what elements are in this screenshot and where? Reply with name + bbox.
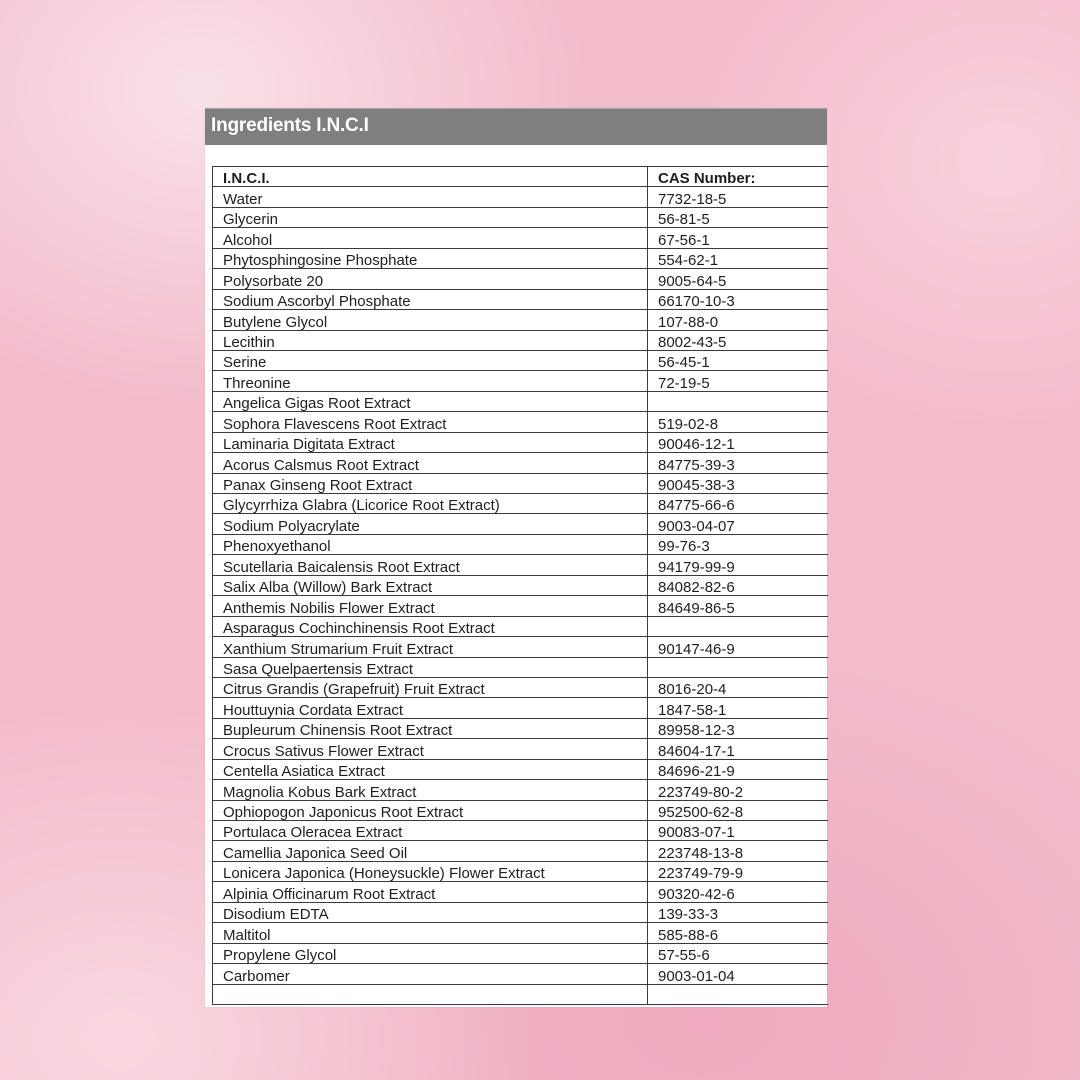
table-row — [213, 882, 828, 902]
table-row — [213, 739, 828, 759]
table-row — [213, 330, 828, 350]
table-row — [213, 596, 828, 616]
inci-name-cell: Lonicera Japonica (Honeysuckle) Flower Extract — [213, 861, 648, 881]
table-row — [213, 923, 828, 943]
ingredients-document — [205, 108, 827, 1007]
cas-number-cell: 94179-99-9 — [648, 555, 828, 575]
table-row — [213, 780, 828, 800]
table-row — [213, 310, 828, 330]
table-row — [213, 371, 828, 391]
inci-name-cell: Sodium Ascorbyl Phosphate — [213, 289, 648, 309]
table-row — [213, 637, 828, 657]
cas-number-cell: 56-81-5 — [648, 207, 828, 227]
inci-name-cell: Sophora Flavescens Root Extract — [213, 412, 648, 432]
table-row — [213, 677, 828, 697]
cas-number-cell: 84775-66-6 — [648, 494, 828, 514]
table-row — [213, 964, 828, 984]
inci-name-cell: Bupleurum Chinensis Root Extract — [213, 718, 648, 738]
inci-name-cell: Glycerin — [213, 207, 648, 227]
cas-number-cell: 9005-64-5 — [648, 269, 828, 289]
inci-name-cell: Polysorbate 20 — [213, 269, 648, 289]
cas-number-cell — [648, 984, 828, 1004]
inci-name-cell: Acorus Calsmus Root Extract — [213, 453, 648, 473]
table-row — [213, 269, 828, 289]
cas-number-cell: 90046-12-1 — [648, 432, 828, 452]
inci-name-cell: Serine — [213, 350, 648, 370]
table-row — [213, 821, 828, 841]
inci-name-cell: Phytosphingosine Phosphate — [213, 248, 648, 268]
cas-number-cell: 952500-62-8 — [648, 800, 828, 820]
table-row — [213, 718, 828, 738]
cas-number-cell: 8002-43-5 — [648, 330, 828, 350]
inci-name-cell: Threonine — [213, 371, 648, 391]
inci-name-cell: Magnolia Kobus Bark Extract — [213, 780, 648, 800]
inci-name-cell: Alcohol — [213, 228, 648, 248]
ingredients-table — [212, 166, 828, 1005]
cas-number-cell: 107-88-0 — [648, 310, 828, 330]
table-row — [213, 984, 828, 1004]
inci-name-cell: Houttuynia Cordata Extract — [213, 698, 648, 718]
inci-name-cell: Portulaca Oleracea Extract — [213, 821, 648, 841]
cas-number-cell: 519-02-8 — [648, 412, 828, 432]
header-inci: I.N.C.I. — [213, 167, 648, 187]
inci-name-cell: Phenoxyethanol — [213, 534, 648, 554]
cas-number-cell: 554-62-1 — [648, 248, 828, 268]
cas-number-cell: 66170-10-3 — [648, 289, 828, 309]
inci-name-cell: Camellia Japonica Seed Oil — [213, 841, 648, 861]
table-row — [213, 514, 828, 534]
cas-number-cell: 90083-07-1 — [648, 821, 828, 841]
cas-number-cell: 8016-20-4 — [648, 677, 828, 697]
inci-name-cell: Anthemis Nobilis Flower Extract — [213, 596, 648, 616]
cas-number-cell: 90320-42-6 — [648, 882, 828, 902]
table-row — [213, 248, 828, 268]
inci-name-cell: Centella Asiatica Extract — [213, 759, 648, 779]
table-row — [213, 228, 828, 248]
table-row — [213, 657, 828, 677]
inci-name-cell: Alpinia Officinarum Root Extract — [213, 882, 648, 902]
inci-name-cell: Crocus Sativus Flower Extract — [213, 739, 648, 759]
inci-name-cell: Scutellaria Baicalensis Root Extract — [213, 555, 648, 575]
cas-number-cell: 7732-18-5 — [648, 187, 828, 207]
cas-number-cell — [648, 657, 828, 677]
table-row — [213, 943, 828, 963]
table-header-row — [213, 167, 828, 187]
header-cas-number: CAS Number: — [648, 167, 828, 187]
cas-number-cell: 72-19-5 — [648, 371, 828, 391]
inci-name-cell: Disodium EDTA — [213, 902, 648, 922]
cas-number-cell: 84775-39-3 — [648, 453, 828, 473]
inci-name-cell: Citrus Grandis (Grapefruit) Fruit Extract — [213, 677, 648, 697]
table-row — [213, 575, 828, 595]
cas-number-cell: 57-55-6 — [648, 943, 828, 963]
ingredients-table-container — [212, 166, 827, 1005]
inci-name-cell: Panax Ginseng Root Extract — [213, 473, 648, 493]
table-row — [213, 187, 828, 207]
cas-number-cell: 84696-21-9 — [648, 759, 828, 779]
cas-number-cell: 84082-82-6 — [648, 575, 828, 595]
cas-number-cell: 1847-58-1 — [648, 698, 828, 718]
cas-number-cell — [648, 391, 828, 411]
cas-number-cell: 90147-46-9 — [648, 637, 828, 657]
inci-name-cell: Angelica Gigas Root Extract — [213, 391, 648, 411]
table-row — [213, 800, 828, 820]
inci-name-cell: Sodium Polyacrylate — [213, 514, 648, 534]
table-row — [213, 616, 828, 636]
cas-number-cell: 89958-12-3 — [648, 718, 828, 738]
table-row — [213, 902, 828, 922]
table-row — [213, 473, 828, 493]
table-row — [213, 391, 828, 411]
table-row — [213, 494, 828, 514]
inci-name-cell: Sasa Quelpaertensis Extract — [213, 657, 648, 677]
table-row — [213, 759, 828, 779]
inci-name-cell: Maltitol — [213, 923, 648, 943]
inci-name-cell: Xanthium Strumarium Fruit Extract — [213, 637, 648, 657]
inci-name-cell: Asparagus Cochinchinensis Root Extract — [213, 616, 648, 636]
document-title: Ingredients I.N.C.I — [211, 115, 369, 136]
cas-number-cell: 139-33-3 — [648, 902, 828, 922]
cas-number-cell: 9003-01-04 — [648, 964, 828, 984]
table-row — [213, 534, 828, 554]
cas-number-cell: 223749-79-9 — [648, 861, 828, 881]
cas-number-cell: 223749-80-2 — [648, 780, 828, 800]
cas-number-cell: 84604-17-1 — [648, 739, 828, 759]
ingredients-table-body — [213, 167, 828, 1005]
table-row — [213, 432, 828, 452]
cas-number-cell: 84649-86-5 — [648, 596, 828, 616]
table-row — [213, 555, 828, 575]
table-row — [213, 841, 828, 861]
inci-name-cell — [213, 984, 648, 1004]
table-row — [213, 207, 828, 227]
table-row — [213, 350, 828, 370]
cas-number-cell: 99-76-3 — [648, 534, 828, 554]
cas-number-cell — [648, 616, 828, 636]
table-row — [213, 453, 828, 473]
inci-name-cell: Ophiopogon Japonicus Root Extract — [213, 800, 648, 820]
cas-number-cell: 90045-38-3 — [648, 473, 828, 493]
cas-number-cell: 223748-13-8 — [648, 841, 828, 861]
inci-name-cell: Propylene Glycol — [213, 943, 648, 963]
table-row — [213, 861, 828, 881]
inci-name-cell: Laminaria Digitata Extract — [213, 432, 648, 452]
cas-number-cell: 585-88-6 — [648, 923, 828, 943]
table-row — [213, 289, 828, 309]
cas-number-cell: 56-45-1 — [648, 350, 828, 370]
document-header-bar — [205, 108, 827, 145]
cas-number-cell: 9003-04-07 — [648, 514, 828, 534]
table-row — [213, 698, 828, 718]
inci-name-cell: Salix Alba (Willow) Bark Extract — [213, 575, 648, 595]
inci-name-cell: Glycyrrhiza Glabra (Licorice Root Extract) — [213, 494, 648, 514]
table-row — [213, 412, 828, 432]
cas-number-cell: 67-56-1 — [648, 228, 828, 248]
inci-name-cell: Lecithin — [213, 330, 648, 350]
inci-name-cell: Butylene Glycol — [213, 310, 648, 330]
inci-name-cell: Carbomer — [213, 964, 648, 984]
inci-name-cell: Water — [213, 187, 648, 207]
